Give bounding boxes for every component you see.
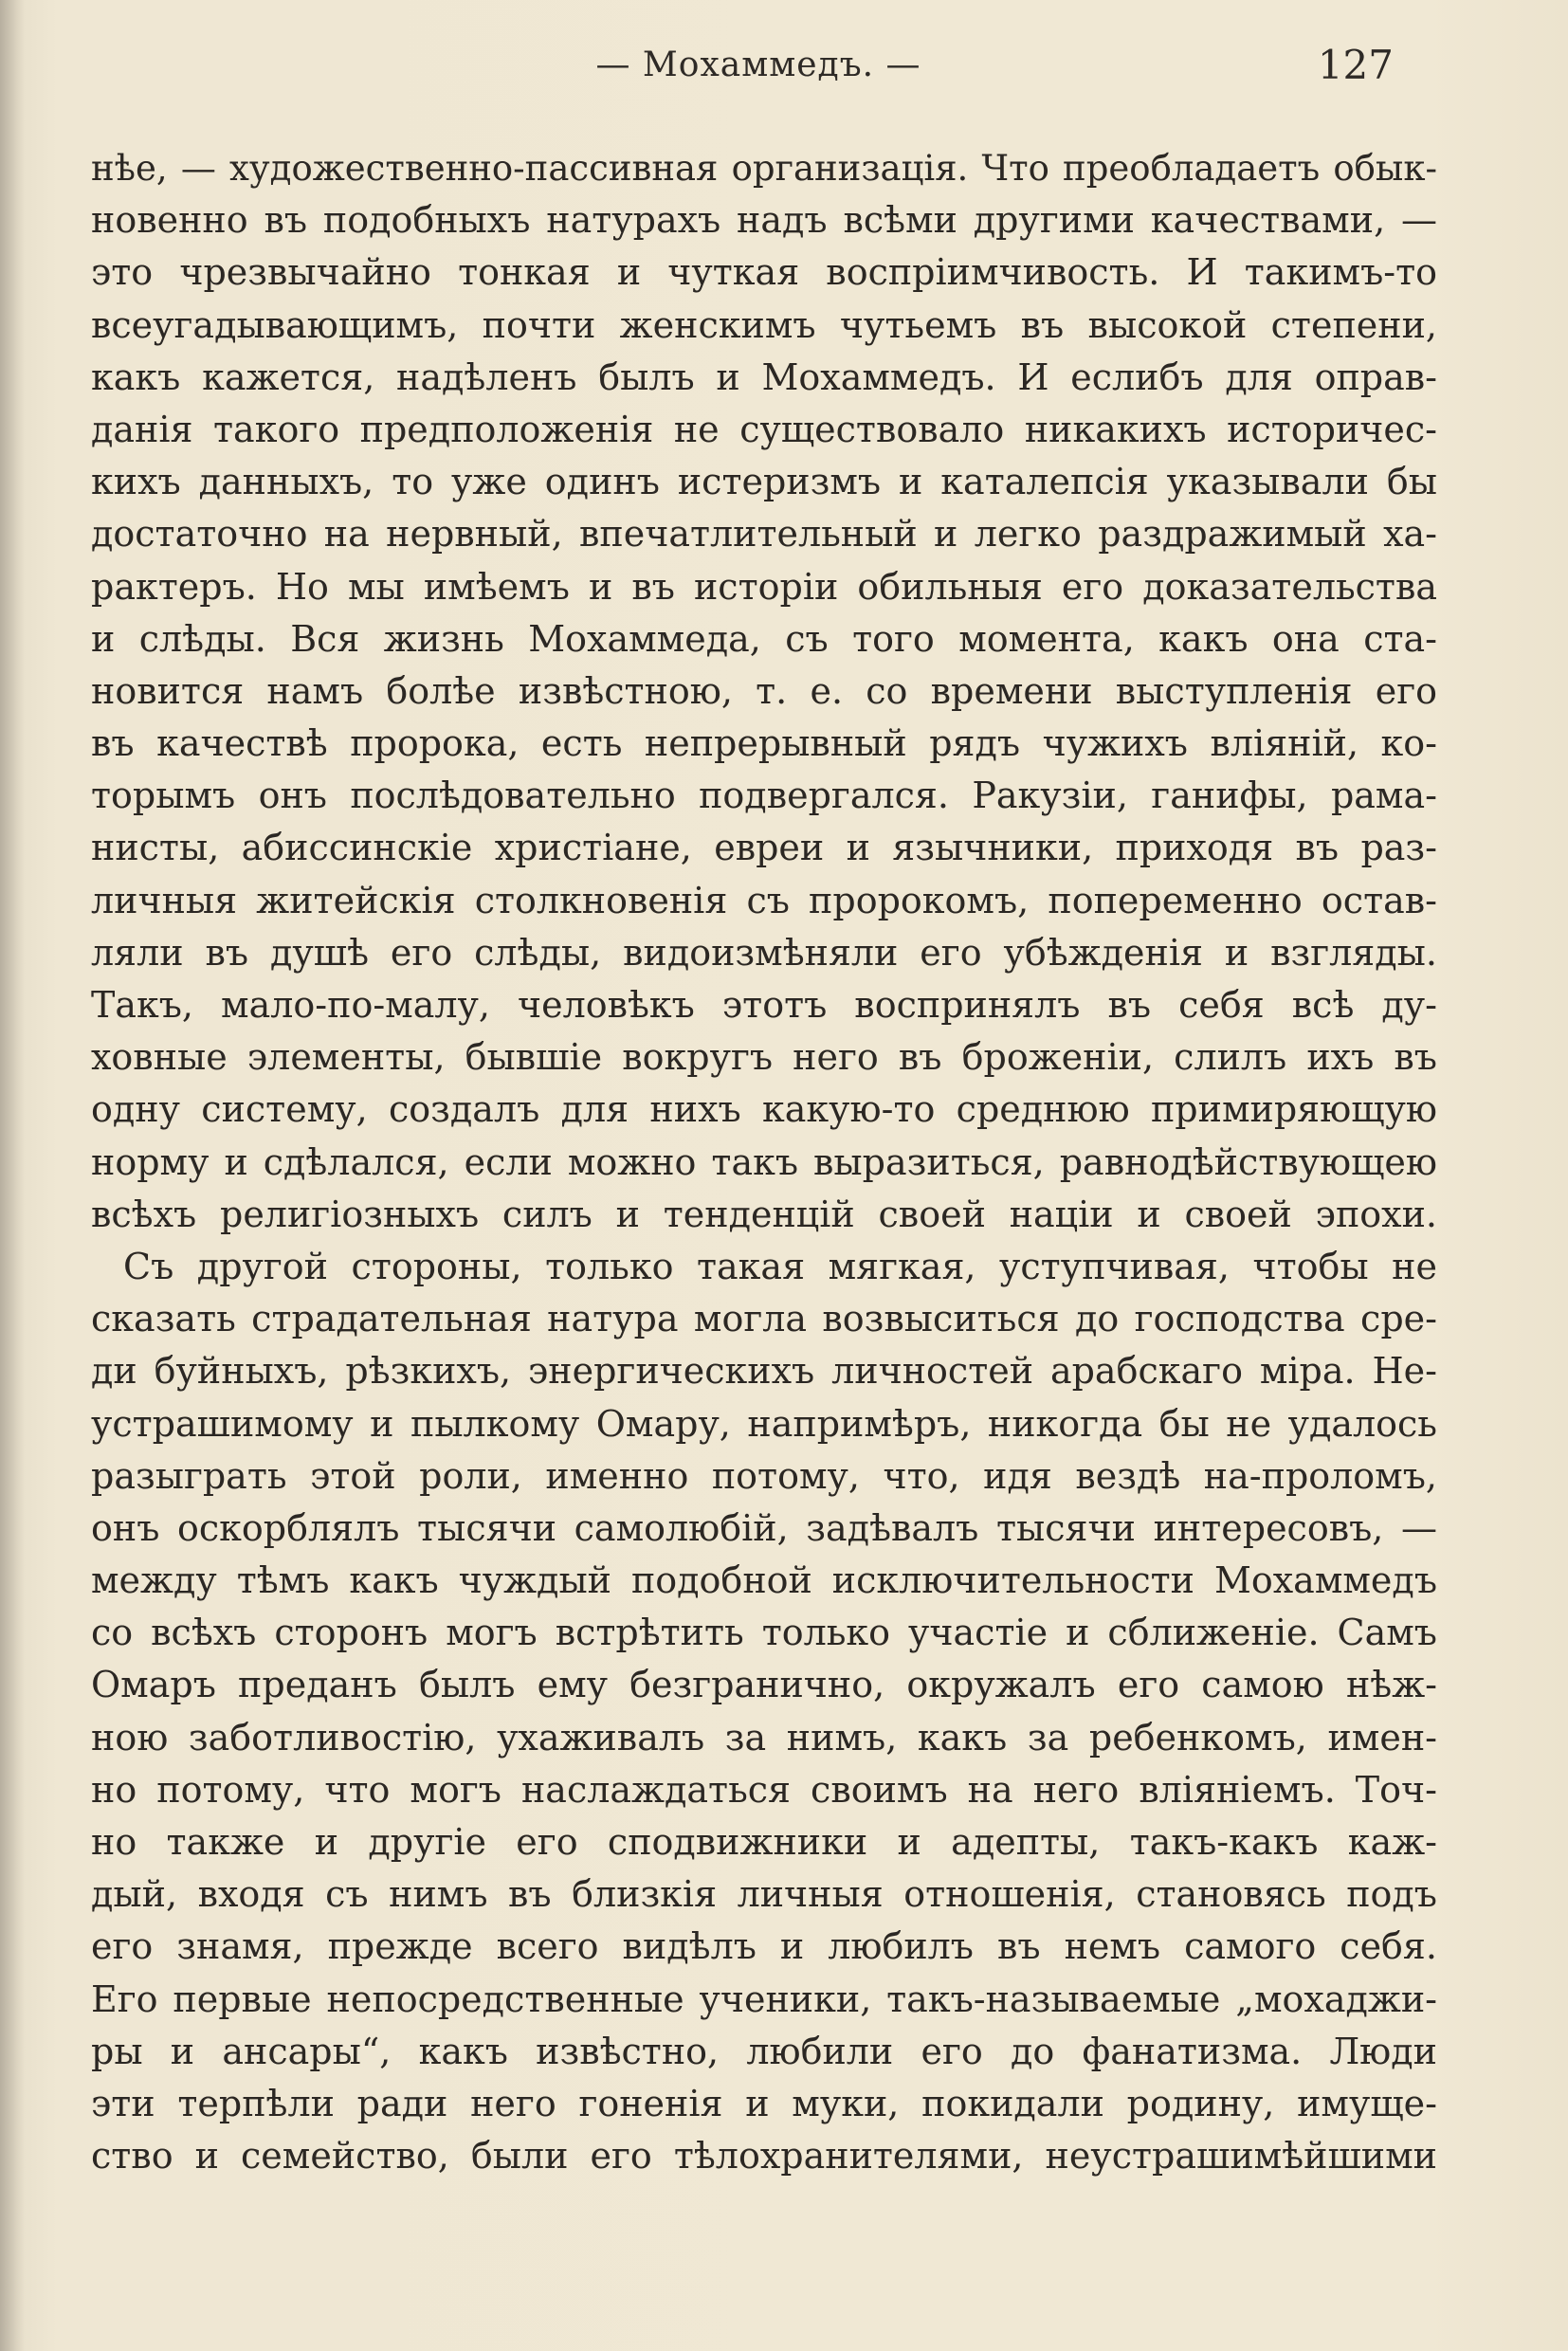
text-line: сказать страдательная натура могла возвыситься до господства сре- — [91, 1298, 1437, 1340]
body-text — [91, 142, 1437, 2182]
text-line: ляли въ душѣ его слѣды, видоизмѣняли его убѣжденія и взгляды. — [91, 931, 1437, 974]
text-line: какъ кажется, надѣленъ былъ и Мохаммедъ. И еслибъ для оправ- — [91, 355, 1437, 398]
text-line: личныя житейскія столкновенія съ пророкомъ, попеременно остав- — [91, 879, 1437, 921]
text-line: новится намъ болѣе извѣстною, т. е. со времени выступленія его — [91, 669, 1437, 712]
text-line: новенно въ подобныхъ натурахъ надъ всѣми другими качествами, — — [91, 199, 1437, 242]
text-line: ховные элементы, бывшіе вокругъ него въ броженіи, слилъ ихъ въ — [91, 1036, 1437, 1079]
text-line: со всѣхъ сторонъ могъ встрѣтить только участіе и сближеніе. Самъ — [91, 1612, 1437, 1654]
text-line: это чрезвычайно тонкая и чуткая воспріимчивость. И такимъ-то — [91, 251, 1437, 294]
text-line: норму и сдѣлался, если можно такъ выразиться, равнодѣйствующею — [91, 1140, 1437, 1183]
text-line: нисты, абиссинскіе христіане, евреи и язычники, приходя въ раз- — [91, 827, 1437, 869]
text-line: одну систему, создалъ для нихъ какую-то среднюю примиряющую — [91, 1088, 1437, 1131]
text-line: въ качествѣ пророка, есть непрерывный рядъ чужихъ вліяній, ко- — [91, 722, 1437, 765]
text-line: кихъ данныхъ, то уже одинъ истеризмъ и каталепсія указывали бы — [91, 461, 1437, 503]
text-line: Его первые непосредственные ученики, такъ-называемые „мохаджи- — [91, 1977, 1437, 2020]
text-line: дый, входя съ нимъ въ близкія личныя отношенія, становясь подъ — [91, 1873, 1437, 1916]
text-line: всеугадывающимъ, почти женскимъ чутьемъ въ высокой степени, — [91, 303, 1437, 346]
text-line: Омаръ преданъ былъ ему безгранично, окружалъ его самою нѣж- — [91, 1664, 1437, 1706]
text-line: торымъ онъ послѣдовательно подвергался. Ракузіи, ганифы, рама- — [91, 775, 1437, 817]
text-line: разыграть этой роли, именно потому, что, идя вездѣ на-проломъ, — [91, 1454, 1437, 1497]
text-line: ною заботливостію, ухаживалъ за нимъ, какъ за ребенкомъ, имен- — [91, 1716, 1437, 1759]
text-line: ры и ансары“, какъ извѣстно, любили его до фанатизма. Люди — [91, 2030, 1437, 2072]
text-line: рактеръ. Но мы имѣемъ и въ исторіи обильныя его доказательства — [91, 565, 1437, 608]
text-line: но также и другіе его сподвижники и адепты, такъ-какъ каж- — [91, 1821, 1437, 1863]
text-line: данія такого предположенія не существовало никакихъ историчес- — [91, 408, 1437, 450]
text-line: но потому, что могъ наслаждаться своимъ на него вліяніемъ. Точ- — [91, 1768, 1437, 1811]
text-line: устрашимому и пылкому Омару, напримѣръ, никогда бы не удалось — [91, 1402, 1437, 1445]
binding-gutter-shadow — [0, 0, 25, 2351]
text-line: всѣхъ религіозныхъ силъ и тенденцій своей націи и своей эпохи. — [91, 1193, 1437, 1235]
text-line: Такъ, мало-по-малу, человѣкъ этотъ воспринялъ въ себя всѣ ду- — [91, 984, 1437, 1026]
page-number: 127 — [1317, 42, 1394, 88]
running-title: — Мохаммедъ. — — [595, 46, 921, 84]
paragraph-first-line: Съ другой стороны, только такая мягкая, уступчивая, чтобы не — [123, 1245, 1437, 1287]
text-line: онъ оскорблялъ тысячи самолюбій, задѣвалъ тысячи интересовъ, — — [91, 1506, 1437, 1549]
text-line: между тѣмъ какъ чуждый подобной исключительности Мохаммедъ — [91, 1559, 1437, 1602]
text-line: эти терпѣли ради него гоненія и муки, покидали родину, имуще- — [91, 2082, 1437, 2124]
text-line: и слѣды. Вся жизнь Мохаммеда, съ того момента, какъ она ста- — [91, 617, 1437, 660]
text-line: ство и семейство, были его тѣлохранителями, неустрашимѣйшими — [91, 2135, 1437, 2178]
text-line: ди буйныхъ, рѣзкихъ, энергическихъ личностей арабскаго міра. Не- — [91, 1350, 1437, 1393]
text-line: его знамя, прежде всего видѣлъ и любилъ въ немъ самого себя. — [91, 1925, 1437, 1968]
text-line: достаточно на нервный, впечатлительный и легко раздражимый ха- — [91, 513, 1437, 556]
text-line: нѣе, — художественно-пассивная организація. Что преобладаетъ обык- — [91, 148, 1437, 189]
